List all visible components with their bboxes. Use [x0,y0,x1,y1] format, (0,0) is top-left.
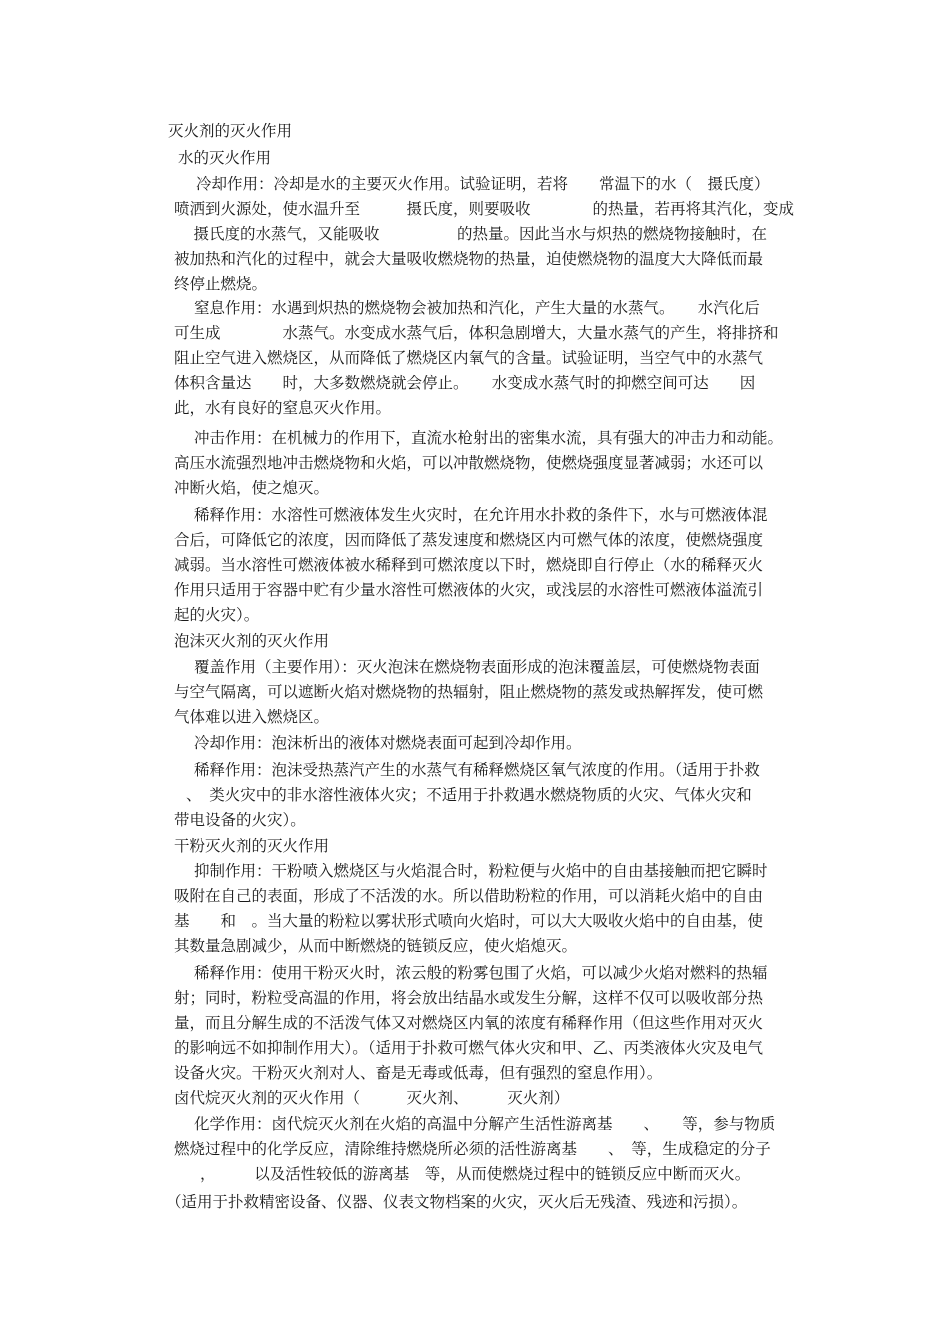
section-heading-water: 水的灭火作用 [178,149,272,167]
paragraph-line: 气体难以进入燃烧区。 [174,708,330,726]
paragraph-line: 起的火灾）。 [174,606,260,624]
paragraph-line: ， 以及活性较低的游离基 等，从而使燃烧过程中的链锁反应中断而灭火。 [200,1165,751,1183]
paragraph-line: 终停止燃烧。 [174,275,268,293]
paragraph-line: 射；同时，粉粒受高温的作用，将会放出结晶水或发生分解，这样不仅可以吸收部分热 [174,989,764,1007]
paragraph-line: 吸附在自己的表面，形成了不活泼的水。所以借助粉粒的作用，可以消耗火焰中的自由 [174,887,764,905]
paragraph-line: 燃烧过程中的化学反应，清除维持燃烧所必须的活性游离基 、 等，生成稳定的分子 [174,1140,771,1158]
paragraph-line: 被加热和汽化的过程中，就会大量吸收燃烧物的热量，迫使燃烧物的温度大大降低而最 [174,250,764,268]
paragraph-line: 阻止空气进入燃烧区，从而降低了燃烧区内氧气的含量。试验证明，当空气中的水蒸气 [174,349,764,367]
paragraph-line: 高压水流强烈地冲击燃烧物和火焰，可以冲散燃烧物，使燃烧强度显著减弱；水还可以 [174,454,764,472]
paragraph-line: 作用只适用于容器中贮有少量水溶性可燃液体的火灾，或浅层的水溶性可燃液体溢流引 [174,581,764,599]
paragraph-line: 、 类火灾中的非水溶性液体火灾；不适用于扑救遇水燃烧物质的火灾、气体火灾和 [186,786,752,804]
paragraph-line: 与空气隔离，可以遮断火焰对燃烧物的热辐射，阻止燃烧物的蒸发或热解挥发，使可燃 [174,683,764,701]
paragraph-line: 体积含量达 时，大多数燃烧就会停止。 水变成水蒸气时的抑燃空间可达 因 [174,374,756,392]
paragraph-line: 稀释作用：泡沫受热蒸汽产生的水蒸气有稀释燃烧区氧气浓度的作用。（适用于扑救 [194,761,760,779]
paragraph-line: 喷洒到火源处，使水温升至 摄氏度，则要吸收 的热量，若再将其汽化，变成 [174,200,795,218]
paragraph-line: 冷却作用：冷却是水的主要灭火作用。试验证明，若将 常温下的水（ 摄氏度） [196,175,770,193]
paragraph-line: 合后，可降低它的浓度，因而降低了蒸发速度和燃烧区内可燃气体的浓度，使燃烧强度 [174,531,764,549]
paragraph-line: 覆盖作用（主要作用）：灭火泡沫在燃烧物表面形成的泡沫覆盖层，可使燃烧物表面 [194,658,760,676]
doc-title: 灭火剂的灭火作用 [168,122,293,140]
paragraph-line: 冲击作用：在机械力的作用下，直流水枪射出的密集水流，具有强大的冲击力和动能。 [194,429,784,447]
paragraph-line: 基 和 。当大量的粉粒以雾状形式喷向火焰时，可以大大吸收火焰中的自由基，使 [174,912,764,930]
paragraph-line: 可生成 水蒸气。水变成水蒸气后，体积急剧增大，大量水蒸气的产生，将排挤和 [174,324,779,342]
paragraph-line: 量，而且分解生成的不活泼气体又对燃烧区内氧的浓度有稀释作用（但这些作用对灭火 [174,1014,764,1032]
paragraph-line: 设备火灾。干粉灭火剂对人、畜是无毒或低毒，但有强烈的窒息作用）。 [174,1064,663,1082]
paragraph-line: 稀释作用：水溶性可燃液体发生火灾时，在允许用水扑救的条件下，水与可燃液体混 [194,506,768,524]
paragraph-line: 摄氏度的水蒸气，又能吸收 的热量。因此当水与炽热的燃烧物接触时，在 [178,225,768,243]
paragraph-line: （适用于扑救精密设备、仪器、仪表文物档案的火灾，灭火后无残渣、残迹和污损）。 [166,1193,748,1211]
paragraph-line: 抑制作用：干粉喷入燃烧区与火焰混合时，粉粒便与火焰中的自由基接触而把它瞬时 [194,862,768,880]
paragraph-line: 此，水有良好的窒息灭火作用。 [174,399,392,417]
paragraph-line: 减弱。当水溶性可燃液体被水稀释到可燃浓度以下时，燃烧即自行停止（水的稀释灭火 [174,556,764,574]
paragraph-line: 其数量急剧减少，从而中断燃烧的链锁反应，使火焰熄灭。 [174,937,578,955]
paragraph-line: 的影响远不如抑制作用大）。（适用于扑救可燃气体火灾和甲、乙、丙类液体火灾及电气 [174,1039,764,1057]
section-heading-foam: 泡沫灭火剂的灭火作用 [174,632,330,650]
section-heading-powder: 干粉灭火剂的灭火作用 [174,837,330,855]
section-heading-halon: 卤代烷灭火剂的灭火作用（ 灭火剂、 灭火剂） [174,1089,570,1107]
paragraph-line: 冷却作用：泡沫析出的液体对燃烧表面可起到冷却作用。 [194,734,582,752]
paragraph-line: 稀释作用：使用干粉灭火时，浓云般的粉雾包围了火焰，可以减少火焰对燃料的热辐 [194,964,768,982]
paragraph-line: 带电设备的火灾）。 [174,811,306,829]
paragraph-line: 冲断火焰，使之熄灭。 [174,479,330,497]
paragraph-line: 窒息作用：水遇到炽热的燃烧物会被加热和汽化，产生大量的水蒸气。 水汽化后 [194,299,760,317]
paragraph-line: 化学作用：卤代烷灭火剂在火焰的高温中分解产生活性游离基 、 等，参与物质 [194,1115,776,1133]
